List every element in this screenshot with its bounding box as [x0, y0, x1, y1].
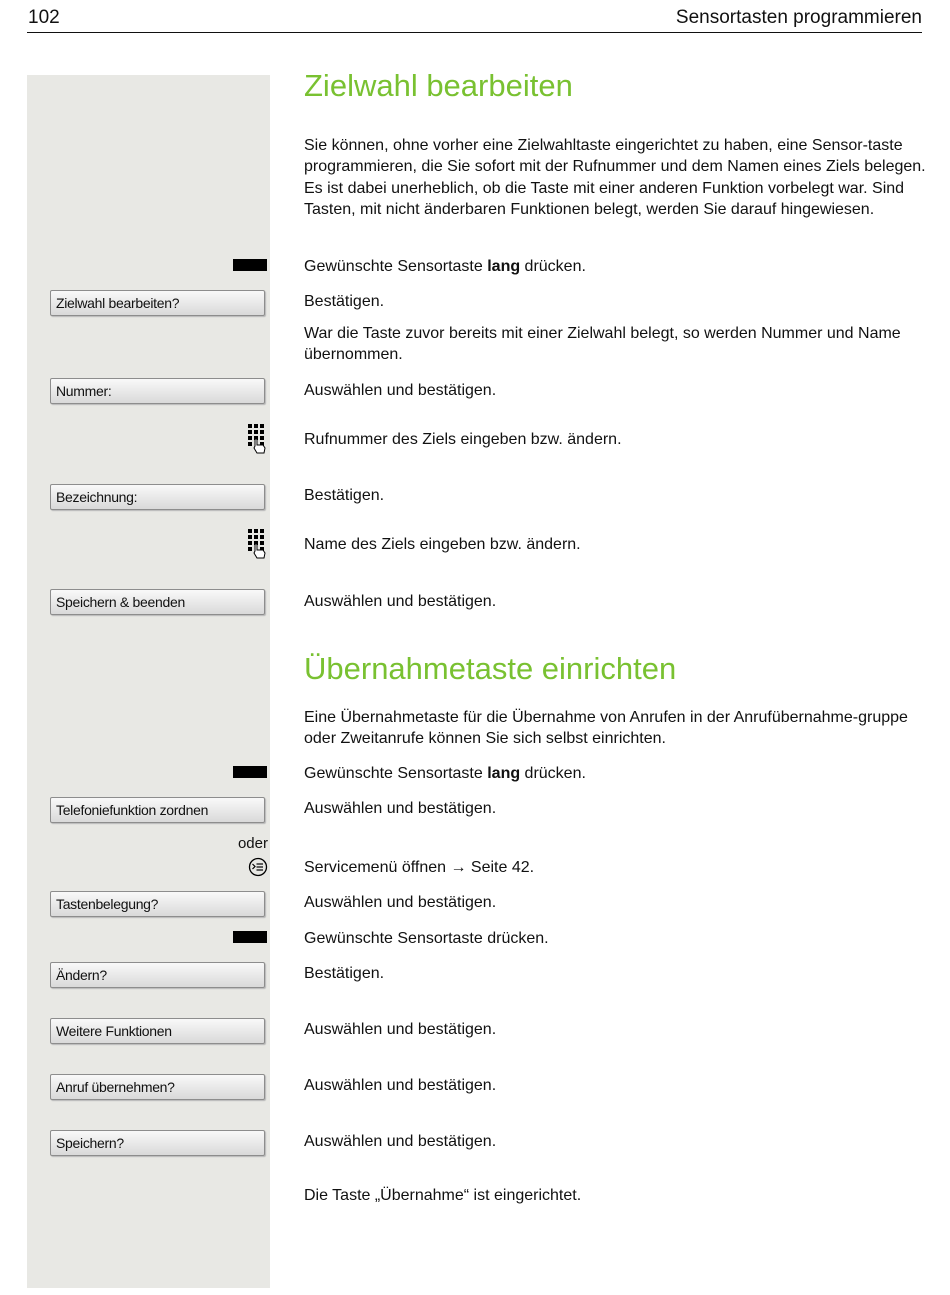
sidebar: [27, 75, 270, 1288]
weitere-funktionen-button[interactable]: Weitere Funktionen: [50, 1018, 265, 1044]
section1-step2-note: War die Taste zuvor bereits mit einer Zielwahl belegt, so werden Nummer und Name übernommen.: [304, 325, 901, 364]
section-title-uebernahmetaste: Übernahmetaste einrichten: [304, 651, 677, 686]
section1-step2: Bestätigen.: [304, 293, 385, 310]
section2-result: Die Taste „Übernahme“ ist eingerichtet.: [304, 1187, 582, 1204]
section2-step9: Auswählen und bestätigen.: [304, 1133, 497, 1150]
section2-step2: Auswählen und bestätigen.: [304, 800, 497, 817]
running-title: Sensortasten programmieren: [675, 7, 922, 28]
sensor-key-icon: [233, 931, 267, 943]
sensor-key-icon: [233, 766, 267, 778]
section1-step6: Name des Ziels eingeben bzw. ändern.: [304, 536, 581, 553]
page-number: 102: [28, 7, 60, 28]
telefoniefunktion-button[interactable]: Telefoniefunktion zordnen: [50, 797, 265, 823]
section2-step4: Auswählen und bestätigen.: [304, 894, 497, 911]
zielwahl-bearbeiten-button[interactable]: Zielwahl bearbeiten?: [50, 290, 265, 316]
section1-step3: Auswählen und bestätigen.: [304, 382, 497, 399]
section2-intro: Eine Übernahmetaste für die Übernahme von Anrufen in der Anrufübernahme-gruppe oder Zweitanrufe können Sie sich selbst einrichten.: [304, 709, 908, 748]
speichern-beenden-button[interactable]: Speichern & beenden: [50, 589, 265, 615]
section2-step6: Bestätigen.: [304, 965, 385, 982]
nummer-button[interactable]: Nummer:: [50, 378, 265, 404]
tastenbelegung-button[interactable]: Tastenbelegung?: [50, 891, 265, 917]
section1-step4: Rufnummer des Ziels eingeben bzw. ändern.: [304, 431, 622, 448]
oder-label: oder: [237, 835, 268, 852]
keypad-icon: [248, 529, 268, 559]
section-title-zielwahl: Zielwahl bearbeiten: [304, 68, 573, 103]
section1-step7: Auswählen und bestätigen.: [304, 593, 497, 610]
bezeichnung-button[interactable]: Bezeichnung:: [50, 484, 265, 510]
service-menu-icon: [248, 857, 268, 877]
section2-step3: Servicemenü öffnen → Seite 42.: [304, 859, 535, 876]
anruf-uebernehmen-button[interactable]: Anruf übernehmen?: [50, 1074, 265, 1100]
section1-step1: Gewünschte Sensortaste lang drücken.: [304, 258, 586, 275]
header-rule: [27, 32, 922, 33]
section1-intro: Sie können, ohne vorher eine Zielwahltaste eingerichtet zu haben, eine Sensor-taste programmieren, die Sie sofort mit der Rufnummer und dem Namen eines Ziels belegen. Es ist dabei unerheblich, ob die Taste mit einer anderen Funktion vorbelegt war. Sind Tasten, mit nicht änderbaren Funktionen belegt, werden Sie darauf hingewiesen.: [304, 137, 926, 218]
aendern-button[interactable]: Ändern?: [50, 962, 265, 988]
keypad-icon: [248, 424, 268, 454]
sensor-key-icon: [233, 259, 267, 271]
speichern-button[interactable]: Speichern?: [50, 1130, 265, 1156]
section2-step8: Auswählen und bestätigen.: [304, 1077, 497, 1094]
section2-step5: Gewünschte Sensortaste drücken.: [304, 930, 549, 947]
section2-step7: Auswählen und bestätigen.: [304, 1021, 497, 1038]
section2-step1: Gewünschte Sensortaste lang drücken.: [304, 765, 586, 782]
section1-step5: Bestätigen.: [304, 487, 385, 504]
